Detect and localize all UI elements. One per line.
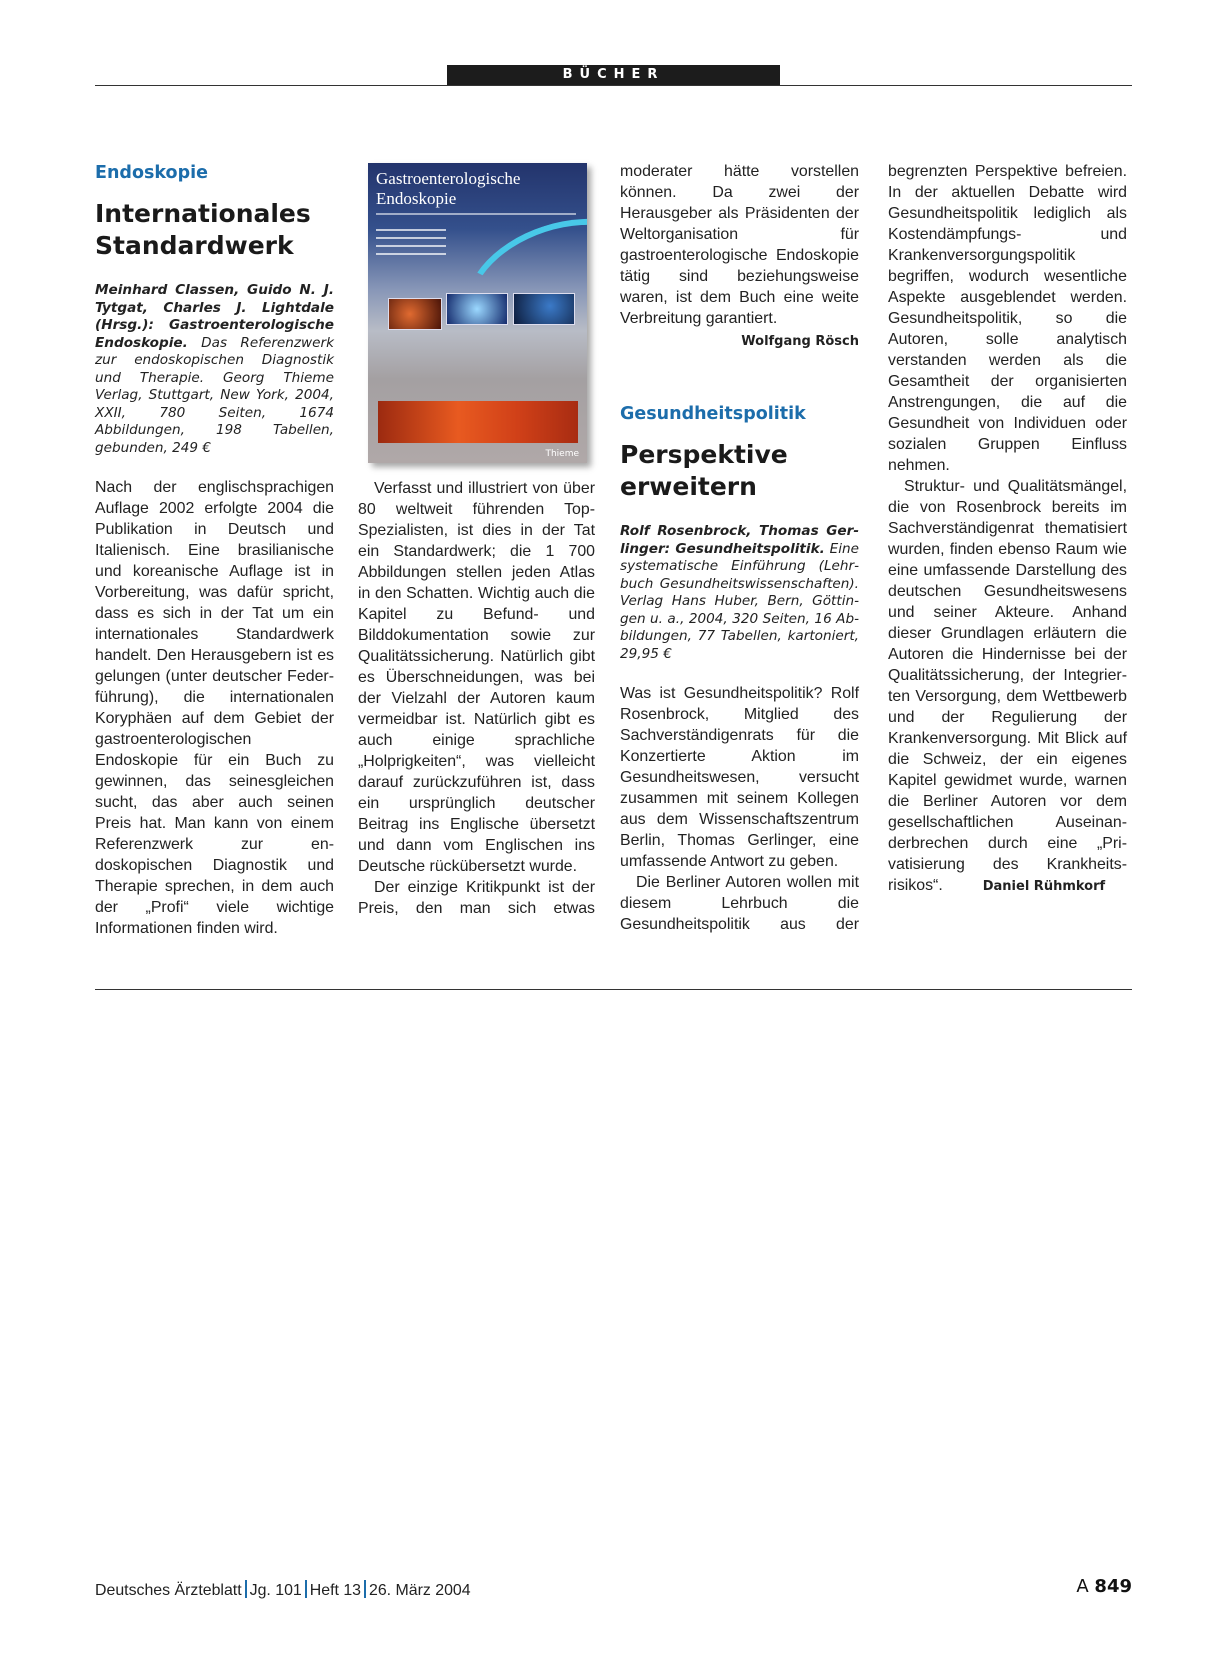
article2-title-line: Perspektive	[620, 440, 788, 469]
article2-section-tag: Gesundheitspolitik	[620, 404, 806, 424]
footer-separator	[364, 1580, 366, 1598]
journal-volume: Jg. 101	[249, 1582, 302, 1599]
article1-paragraph	[620, 161, 859, 329]
book-cover-title-line: Gastroenterologische	[376, 169, 521, 188]
article2-biblio-details: Eine systematische Einführung (Lehrbuch Gesundheitswissenschaften). Verlag Hans Huber, Bern, Göttingen u. a., 2004, 320 Seiten, 16 Abbildungen, 77 Tabellen, kartoniert, 29,95 €	[620, 540, 859, 662]
book-cover-title-line: Endoskopie	[376, 189, 457, 208]
journal-date: 26. März 2004	[369, 1582, 471, 1599]
article2-paragraph	[888, 161, 1127, 476]
page-number-value: 849	[1094, 1576, 1132, 1597]
article1-biblio-authors: Meinhard Classen, Guido N. J. Tytgat, Charles J. Lightdale (Hrsg.): Gastroenterologische Endoskopie.	[95, 282, 334, 351]
article1-paragraph	[358, 877, 595, 919]
journal-name: Deutsches Ärzteblatt	[95, 1582, 242, 1599]
article1-title	[95, 198, 334, 262]
page-number	[1076, 1576, 1132, 1597]
article2-paragraph	[888, 476, 1127, 897]
book-cover-editors	[376, 229, 446, 261]
footer-separator	[305, 1580, 307, 1598]
footer-citation	[95, 1580, 471, 1600]
article1-paragraph: Nach der englischsprachigen Auflage 2002 erfolgte 2004 die Publikation in Deutsch und Italienisch. Eine brasilianische und koreanische Auflage ist in Vorbereitung, was dafür spricht, dass es sich in der Tat um ein internationales Standardwerk handelt. Den Herausgebern ist es gelungen (unter deutscher Federführung), die internationalen Koryphäen auf dem Gebiet der gastroenterologischen Endoskopie für ein Buch zu gewinnen, das seinesgleichen sucht, das aber auch seinen Preis hat. Man kann von einem Referenzwerk zur endoskopischen Diagnostik und Therapie sprechen, in dem auch der „Profi“ viele wichtige Informationen finden wird.	[95, 479, 334, 937]
top-rule	[95, 85, 1132, 86]
column-3	[620, 161, 859, 935]
article2-continuation	[888, 161, 1127, 476]
article2-bibliography	[620, 523, 859, 663]
endoscopy-photo	[378, 401, 578, 443]
article1-paragraph-text: moderater hätte vorstellen können. Da zwei der Herausgeber als Präsidenten der Weltorganisation für gastroenterologische Endoskopie tätig sind beziehungsweise waren, ist dem Buch eine weite Verbreitung garantiert.	[620, 163, 859, 327]
article2-paragraph	[620, 872, 859, 935]
article2-paragraph-text: begrenzten Perspektive befreien. In der aktuellen Debatte wird Gesundheitspolitik lediglich als Kostendämpfungs- und Krankenversorgungspolitik begriffen, wodurch wesentliche Aspekte ausgeblendet werden. Gesundheitspolitik, so die Autoren, solle analytisch verstanden werden als die Gesamtheit der organisierten Anstrengungen, die auf die Gesundheit von Individuen oder sozialen Gruppen Einfluss nehmen.	[888, 163, 1127, 474]
book-cover-image	[368, 163, 587, 463]
endoscopy-photo	[513, 293, 575, 325]
footer-separator	[245, 1580, 247, 1598]
column-4	[888, 161, 1127, 897]
endoscope-illustration	[448, 195, 587, 383]
article1-author: Wolfgang Rösch	[741, 334, 859, 349]
article1-continuation	[620, 161, 859, 350]
article2-title-line: erweitern	[620, 472, 757, 501]
bottom-rule	[95, 989, 1132, 990]
article2-paragraph-text: Die Berliner Autoren wollen mit diesem Lehrbuch die Gesundheitspolitik aus der	[620, 874, 859, 933]
column-2	[358, 478, 595, 919]
book-cover-title	[376, 169, 583, 209]
book-cover-subtitle-rule	[376, 213, 576, 215]
page-prefix: A	[1076, 1576, 1089, 1597]
article1-bibliography	[95, 282, 334, 457]
article1-title-line: Internationales	[95, 199, 311, 228]
section-header: BÜCHER	[447, 65, 780, 85]
article1-paragraph-text: Der einzige Kritikpunkt ist der Preis, den man sich etwas	[358, 879, 595, 917]
article2-biblio-authors: Rolf Rosenbrock, Thomas Gerlinger: Gesundheitspolitik.	[620, 523, 859, 557]
endoscopy-photo	[388, 298, 442, 330]
publisher-logo: Thieme	[545, 449, 579, 459]
article2-author: Daniel Rühmkorf	[982, 879, 1106, 894]
article2-paragraph: Was ist Gesundheitspolitik? Rolf Rosenbrock, Mitglied des Sachverständigenrats für die Konzertierte Aktion im Gesundheitswesen, versucht zusammen mit seinem Kollegen aus dem Wissenschaftszentrum Berlin, Thomas Gerlinger, eine umfassende Antwort zu geben.	[620, 685, 859, 870]
article1-title-line: Standardwerk	[95, 231, 294, 260]
column-1	[95, 161, 334, 939]
journal-issue: Heft 13	[309, 1582, 361, 1599]
article1-paragraph: Verfasst und illustriert von über 80 weltweit führenden Top-Spezialisten, ist dies in der Tat ein Standardwerk; die 1 700 Abbildungen stellen jeden Atlas in den Schatten. Wichtig auch die Kapitel zu Befund- und Bilddokumentation sowie zur Qualitätssicherung. Natürlich gibt es Überschneidungen, was bei der Vielzahl der Autoren kaum vermeidbar ist. Natürlich gibt es auch einige sprachliche „Holprigkeiten“, was vielleicht darauf zurückzuführen ist, dass ein ursprünglich deutscher Beitrag ins Englische übersetzt und dann vom Englischen ins Deutsche rückübersetzt wurde.	[358, 480, 595, 875]
endoscopy-photo	[446, 293, 508, 325]
article2-title	[620, 439, 859, 503]
article1-section-tag: Endoskopie	[95, 163, 208, 183]
article1-biblio-details: Das Referenzwerk zur endoskopischen Diagnostik und Therapie. Georg Thieme Verlag, Stuttgart, New York, 2004, XXII, 780 Seiten, 1674 Abbildungen, 198 Tabellen, gebunden, 249 €	[95, 334, 334, 456]
article2-paragraph-text: Struktur- und Qualitätsmängel, die von Rosenbrock bereits im Sachverständigenrat thematisiert wurden, finden ebenso Raum wie eine umfassende Darstellung des deutschen Gesundheitswesens und seiner Akteure. Anhand dieser Grundlagen erläutern die Autoren die Hindernisse bei der Qualitätssicherung, der Integrierten Versorgung, dem Wettbewerb und der Regulierung der Krankenversorgung. Mit Blick auf die Schweiz, der ein eigenes Kapitel gewidmet wurde, warnen die Berliner Autoren vor dem gesellschaftlichen Auseinanderbrechen durch eine „Privatisierung des Krankheitsrisikos“.	[888, 478, 1127, 894]
